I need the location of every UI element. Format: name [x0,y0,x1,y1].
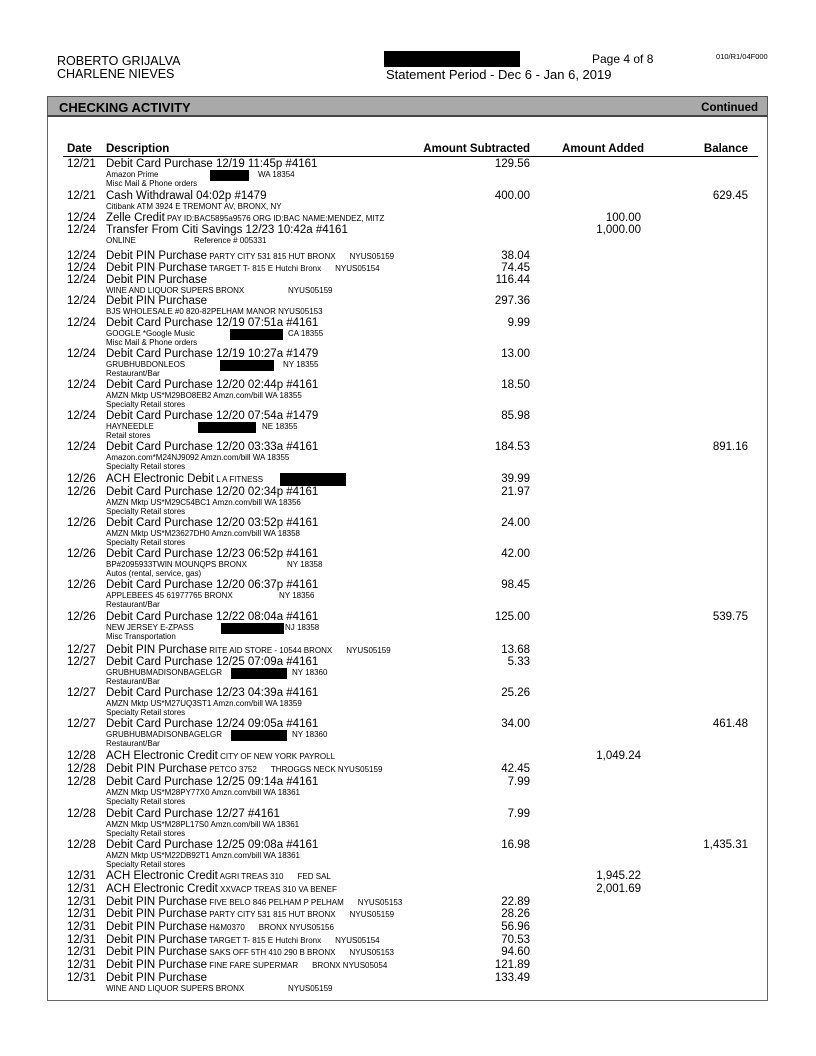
row-amount-subtracted: 70.53 [501,934,530,946]
row-description: Debit PIN Purchase H&M0370 BRONX NYUS05156 [106,921,334,933]
redacted-block [220,360,274,371]
row-detail: AMZN Mktp US*M29BO8EB2 Amzn.com/bill WA 18355 [106,391,302,400]
row-merchant: L A FITNESS [214,475,264,484]
row-detail-location: NY 18355 [283,360,319,369]
row-category: Autos (rental, service, gas) [106,569,202,578]
row-date: 12/31 [67,908,96,920]
row-description: Debit Card Purchase 12/27 #4161 [106,808,280,820]
row-merchant-code: BRONX NYUS05054 [312,961,388,970]
row-amount-subtracted: 21.97 [501,486,530,498]
row-merchant-code: NYUS05153 [357,898,403,907]
redacted-block [230,329,283,340]
row-detail-location: NY 18360 [292,730,328,739]
row-description: Debit PIN Purchase TARGET T- 815 E Hutchi Bronx NYUS05154 [106,262,380,274]
row-amount-added: 100.00 [605,212,641,224]
row-amount-subtracted: 400.00 [494,190,530,202]
row-category: Misc Transportation [106,632,176,641]
row-amount-subtracted: 5.33 [507,656,530,668]
row-merchant: H&M0370 [207,923,245,932]
row-balance: 1,435.31 [703,839,748,851]
row-date: 12/24 [67,212,96,224]
row-balance: 891.16 [712,441,748,453]
row-amount-subtracted: 7.99 [507,808,530,820]
row-description: Debit Card Purchase 12/23 06:52p #4161 [106,548,319,560]
row-amount-subtracted: 85.98 [501,410,530,422]
document-code: 010/R1/04F000 [716,52,768,61]
row-category: Restaurant/Bar [106,600,160,609]
row-merchant-code: NYUS05154 [335,936,380,945]
row-description: ACH Electronic Credit XXVACP TREAS 310 VA BENEF [106,883,337,895]
row-amount-subtracted: 297.36 [494,295,530,307]
row-detail: GRUBHUBDONLEOS [106,360,186,369]
column-header-date: Date [67,143,92,155]
row-description: Debit PIN Purchase RITE AID STORE - 10544 BRONX NYUS05159 [106,644,391,656]
row-amount-subtracted: 56.96 [501,921,530,933]
row-amount-subtracted: 24.00 [501,517,530,529]
row-balance: 461.48 [712,718,748,730]
row-amount-subtracted: 22.89 [501,896,530,908]
row-category: Restaurant/Bar [106,677,160,686]
row-detail: NEW JERSEY E-ZPASS [106,623,194,632]
row-date: 12/21 [67,158,96,170]
row-description: Debit PIN Purchase TARGET T- 815 E Hutchi Bronx NYUS05154 [106,934,380,946]
row-category: Specialty Retail stores [106,507,186,516]
row-category: Specialty Retail stores [106,797,186,806]
row-description: Debit PIN Purchase FIVE BELO 846 PELHAM P PELHAM NYUS05153 [106,896,403,908]
row-date: 12/31 [67,946,96,958]
row-amount-subtracted: 125.00 [494,611,530,623]
row-date: 12/24 [67,250,96,262]
row-amount-subtracted: 98.45 [501,579,530,591]
row-description: Debit PIN Purchase [106,295,207,307]
row-description: Zelle Credit PAY ID:BAC5895a9576 ORG ID:BAC NAME:MENDEZ, MITZ [106,212,385,224]
row-detail: Citibank ATM 3924 E TREMONT AV, BRONX, NY [106,202,282,211]
row-date: 12/26 [67,611,96,623]
row-description: Debit PIN Purchase FINE FARE SUPERMAR BRONX NYUS05054 [106,959,388,971]
row-description: Debit Card Purchase 12/23 04:39a #4161 [106,687,319,699]
row-description: Debit Card Purchase 12/20 02:34p #4161 [106,486,319,498]
redacted-block [384,51,520,67]
row-date: 12/31 [67,972,96,984]
row-merchant: PAY ID:BAC5895a9576 ORG ID:BAC NAME:MENDEZ, MITZ [164,214,385,223]
row-date: 12/24 [67,441,96,453]
row-description: Debit Card Purchase 12/20 03:52p #4161 [106,517,319,529]
row-amount-subtracted: 74.45 [501,262,530,274]
row-description: Debit Card Purchase 12/20 03:33a #4161 [106,441,319,453]
row-amount-subtracted: 13.68 [501,644,530,656]
row-merchant: SAKS OFF 5TH 410 290 B BRONX [207,948,336,957]
row-detail-location: NY 18356 [279,591,315,600]
row-detail: AMZN Mktp US*M27UQ3ST1 Amzn.com/bill WA 18359 [106,699,302,708]
redacted-block [280,473,346,486]
row-balance: 539.75 [712,611,748,623]
row-amount-added: 1,000.00 [596,224,641,236]
row-category: Specialty Retail stores [106,860,186,869]
row-amount-added: 1,049.24 [596,750,641,762]
row-detail: GOOGLE *Google Music [106,329,195,338]
row-amount-subtracted: 133.49 [494,972,530,984]
row-date: 12/31 [67,870,96,882]
row-description: Debit PIN Purchase [106,274,207,286]
row-category: Specialty Retail stores [106,538,186,547]
row-description: Debit Card Purchase 12/20 06:37p #4161 [106,579,319,591]
row-date: 12/24 [67,295,96,307]
row-date: 12/27 [67,656,96,668]
row-amount-subtracted: 25.26 [501,687,530,699]
redacted-block [210,170,249,181]
row-merchant-code: NYUS05153 [349,948,394,957]
row-detail: ONLINE [106,236,136,245]
row-amount-subtracted: 28.26 [501,908,530,920]
row-merchant-code: NYUS05159 [349,910,395,919]
row-category: Specialty Retail stores [106,462,186,471]
row-merchant: TARGET T- 815 E Hutchi Bronx [207,264,322,273]
row-description: Debit PIN Purchase [106,972,207,984]
row-detail: Amazon Prime [106,170,159,179]
row-category: Specialty Retail stores [106,708,186,717]
row-date: 12/28 [67,763,96,775]
row-description: Transfer From Citi Savings 12/23 10:42a #4161 [106,224,348,236]
row-date: 12/28 [67,839,96,851]
column-header-description: Description [106,143,170,155]
column-header-rule [63,156,758,157]
section-header-bar [47,96,768,117]
row-detail: GRUBHUBMADISONBAGELGR [106,730,223,739]
row-merchant-code: THROGGS NECK NYUS05159 [270,765,383,774]
row-date: 12/31 [67,896,96,908]
row-detail: AMZN Mktp US*M22DB92T1 Amzn.com/bill WA 18361 [106,851,300,860]
row-date: 12/26 [67,517,96,529]
row-description: Cash Withdrawal 04:02p #1479 [106,190,267,202]
row-amount-subtracted: 42.45 [501,763,530,775]
row-merchant-code: BRONX NYUS05156 [258,923,334,932]
row-date: 12/28 [67,776,96,788]
row-detail-location: NY 18360 [292,668,328,677]
row-detail-location: NY 18358 [287,560,323,569]
account-holder-1: ROBERTO GRIJALVA [57,54,181,68]
row-date: 12/27 [67,718,96,730]
row-amount-subtracted: 7.99 [507,776,530,788]
row-merchant-code: NYUS05159 [346,646,391,655]
row-amount-subtracted: 18.50 [501,379,530,391]
row-date: 12/24 [67,410,96,422]
row-merchant-code: NYUS05154 [335,264,380,273]
row-balance: 629.45 [712,190,748,202]
row-description: Debit Card Purchase 12/19 07:51a #4161 [106,317,319,329]
row-date: 12/26 [67,486,96,498]
row-date: 12/26 [67,473,96,485]
row-detail-location: Reference # 005331 [194,236,267,245]
row-detail: AMZN Mktp US*M28PY77X0 Amzn.com/bill WA 18361 [106,788,300,797]
row-description: Debit Card Purchase 12/24 09:05a #4161 [106,718,319,730]
row-description: Debit Card Purchase 12/19 10:27a #1479 [106,348,319,360]
row-merchant: CITY OF NEW YORK PAYROLL [217,752,336,761]
row-merchant: XXVACP TREAS 310 VA BENEF [217,885,337,894]
row-detail: APPLEBEES 45 61977765 BRONX [106,591,233,600]
redacted-block [231,668,287,679]
row-amount-subtracted: 129.56 [494,158,530,170]
section-title: CHECKING ACTIVITY [59,100,191,115]
row-detail-location: NYUS05159 [288,984,333,993]
row-detail: WINE AND LIQUOR SUPERS BRONX [106,286,245,295]
row-merchant: TARGET T- 815 E Hutchi Bronx [207,936,322,945]
row-description: Debit PIN Purchase PETCO 3752 THROGGS NECK NYUS05159 [106,763,383,775]
row-merchant: PETCO 3752 [207,765,257,774]
column-header-balance: Balance [703,143,748,155]
row-description: Debit Card Purchase 12/20 02:44p #4161 [106,379,319,391]
row-category: Retail stores [106,431,151,440]
row-amount-subtracted: 116.44 [495,274,530,286]
row-amount-subtracted: 121.89 [494,959,530,971]
redacted-block [231,730,287,741]
row-date: 12/31 [67,883,96,895]
row-detail: AMZN Mktp US*M23627DH0 Amzn.com/bill WA 18358 [106,529,300,538]
row-amount-subtracted: 39.99 [501,473,530,485]
redacted-block [198,422,256,433]
row-detail-location: NYUS05159 [288,286,333,295]
row-description: Debit Card Purchase 12/22 08:04a #4161 [106,611,319,623]
row-date: 12/24 [67,379,96,391]
row-detail-location: NJ 18358 [285,623,320,632]
row-detail: AMZN Mktp US*M28PL17S0 Amzn.com/bill WA 18361 [106,820,300,829]
row-amount-subtracted: 184.53 [494,441,530,453]
row-category: Restaurant/Bar [106,369,160,378]
row-amount-subtracted: 9.99 [507,317,530,329]
row-date: 12/26 [67,548,96,560]
row-amount-subtracted: 42.00 [501,548,530,560]
row-detail: BP#2095933TWIN MOUNQPS BRONX [106,560,247,569]
row-date: 12/24 [67,348,96,360]
row-date: 12/26 [67,579,96,591]
row-detail: AMZN Mktp US*M29C54BC1 Amzn.com/bill WA 18356 [106,498,301,507]
row-merchant: PARTY CITY 531 815 HUT BRONX [207,910,336,919]
row-description: Debit Card Purchase 12/20 07:54a #1479 [106,410,319,422]
row-description: ACH Electronic Debit L A FITNESS [106,473,264,485]
row-description: Debit Card Purchase 12/25 09:14a #4161 [106,776,319,788]
row-category: Misc Mail & Phone orders [106,338,198,347]
row-category: Specialty Retail stores [106,400,186,409]
row-amount-subtracted: 16.98 [501,839,530,851]
row-date: 12/21 [67,190,96,202]
row-category: Restaurant/Bar [106,739,160,748]
row-date: 12/24 [67,262,96,274]
row-date: 12/31 [67,959,96,971]
row-date: 12/31 [67,934,96,946]
row-category: Specialty Retail stores [106,829,186,838]
row-description: Debit Card Purchase 12/25 09:08a #4161 [106,839,319,851]
statement-period: Statement Period - Dec 6 - Jan 6, 2019 [386,67,612,82]
row-detail: BJS WHOLESALE #0 820-82PELHAM MANOR NYUS05153 [106,307,323,316]
redacted-block [221,623,284,634]
continued-label: Continued [701,102,758,114]
row-detail: HAYNEEDLE [106,422,154,431]
page-number: Page 4 of 8 [592,52,654,66]
column-header-subtracted: Amount Subtracted [423,143,530,155]
row-description: Debit PIN Purchase SAKS OFF 5TH 410 290 B BRONX NYUS05153 [106,946,394,958]
row-amount-subtracted: 13.00 [501,348,530,360]
row-merchant-code: NYUS05159 [349,252,395,261]
row-merchant: PARTY CITY 531 815 HUT BRONX [207,252,336,261]
row-date: 12/24 [67,317,96,329]
row-amount-added: 1,945.22 [596,870,641,882]
row-date: 12/24 [67,224,96,236]
row-merchant: RITE AID STORE - 10544 BRONX [207,646,333,655]
row-date: 12/31 [67,921,96,933]
row-description: Debit PIN Purchase PARTY CITY 531 815 HUT BRONX NYUS05159 [106,250,395,262]
row-date: 12/24 [67,274,96,286]
row-description: ACH Electronic Credit CITY OF NEW YORK PAYROLL [106,750,336,762]
row-detail: GRUBHUBMADISONBAGELGR [106,668,223,677]
row-detail: WINE AND LIQUOR SUPERS BRONX [106,984,245,993]
row-merchant: FIVE BELO 846 PELHAM P PELHAM [207,898,344,907]
row-date: 12/27 [67,687,96,699]
row-description: Debit Card Purchase 12/25 07:09a #4161 [106,656,319,668]
row-detail: Amazon.com*M24NJ9092 Amzn.com/bill WA 18355 [106,453,290,462]
row-date: 12/28 [67,808,96,820]
row-date: 12/28 [67,750,96,762]
row-merchant: AGRI TREAS 310 [217,872,284,881]
account-holder-2: CHARLENE NIEVES [57,67,175,81]
row-description: Debit PIN Purchase PARTY CITY 531 815 HUT BRONX NYUS05159 [106,908,395,920]
column-header-added: Amount Added [562,143,644,155]
row-description: Debit Card Purchase 12/19 11:45p #4161 [106,158,318,170]
row-amount-subtracted: 38.04 [501,250,530,262]
row-merchant: FINE FARE SUPERMAR [207,961,299,970]
row-merchant-code: FED SAL [297,872,331,881]
row-amount-added: 2,001.69 [596,883,641,895]
row-detail-location: CA 18355 [288,329,324,338]
row-amount-subtracted: 94.60 [501,946,530,958]
row-description: ACH Electronic Credit AGRI TREAS 310 FED SAL [106,870,331,882]
row-detail-location: WA 18354 [258,170,295,179]
row-detail-location: NE 18355 [262,422,298,431]
row-category: Misc Mail & Phone orders [106,179,198,188]
row-amount-subtracted: 34.00 [501,718,530,730]
row-date: 12/27 [67,644,96,656]
